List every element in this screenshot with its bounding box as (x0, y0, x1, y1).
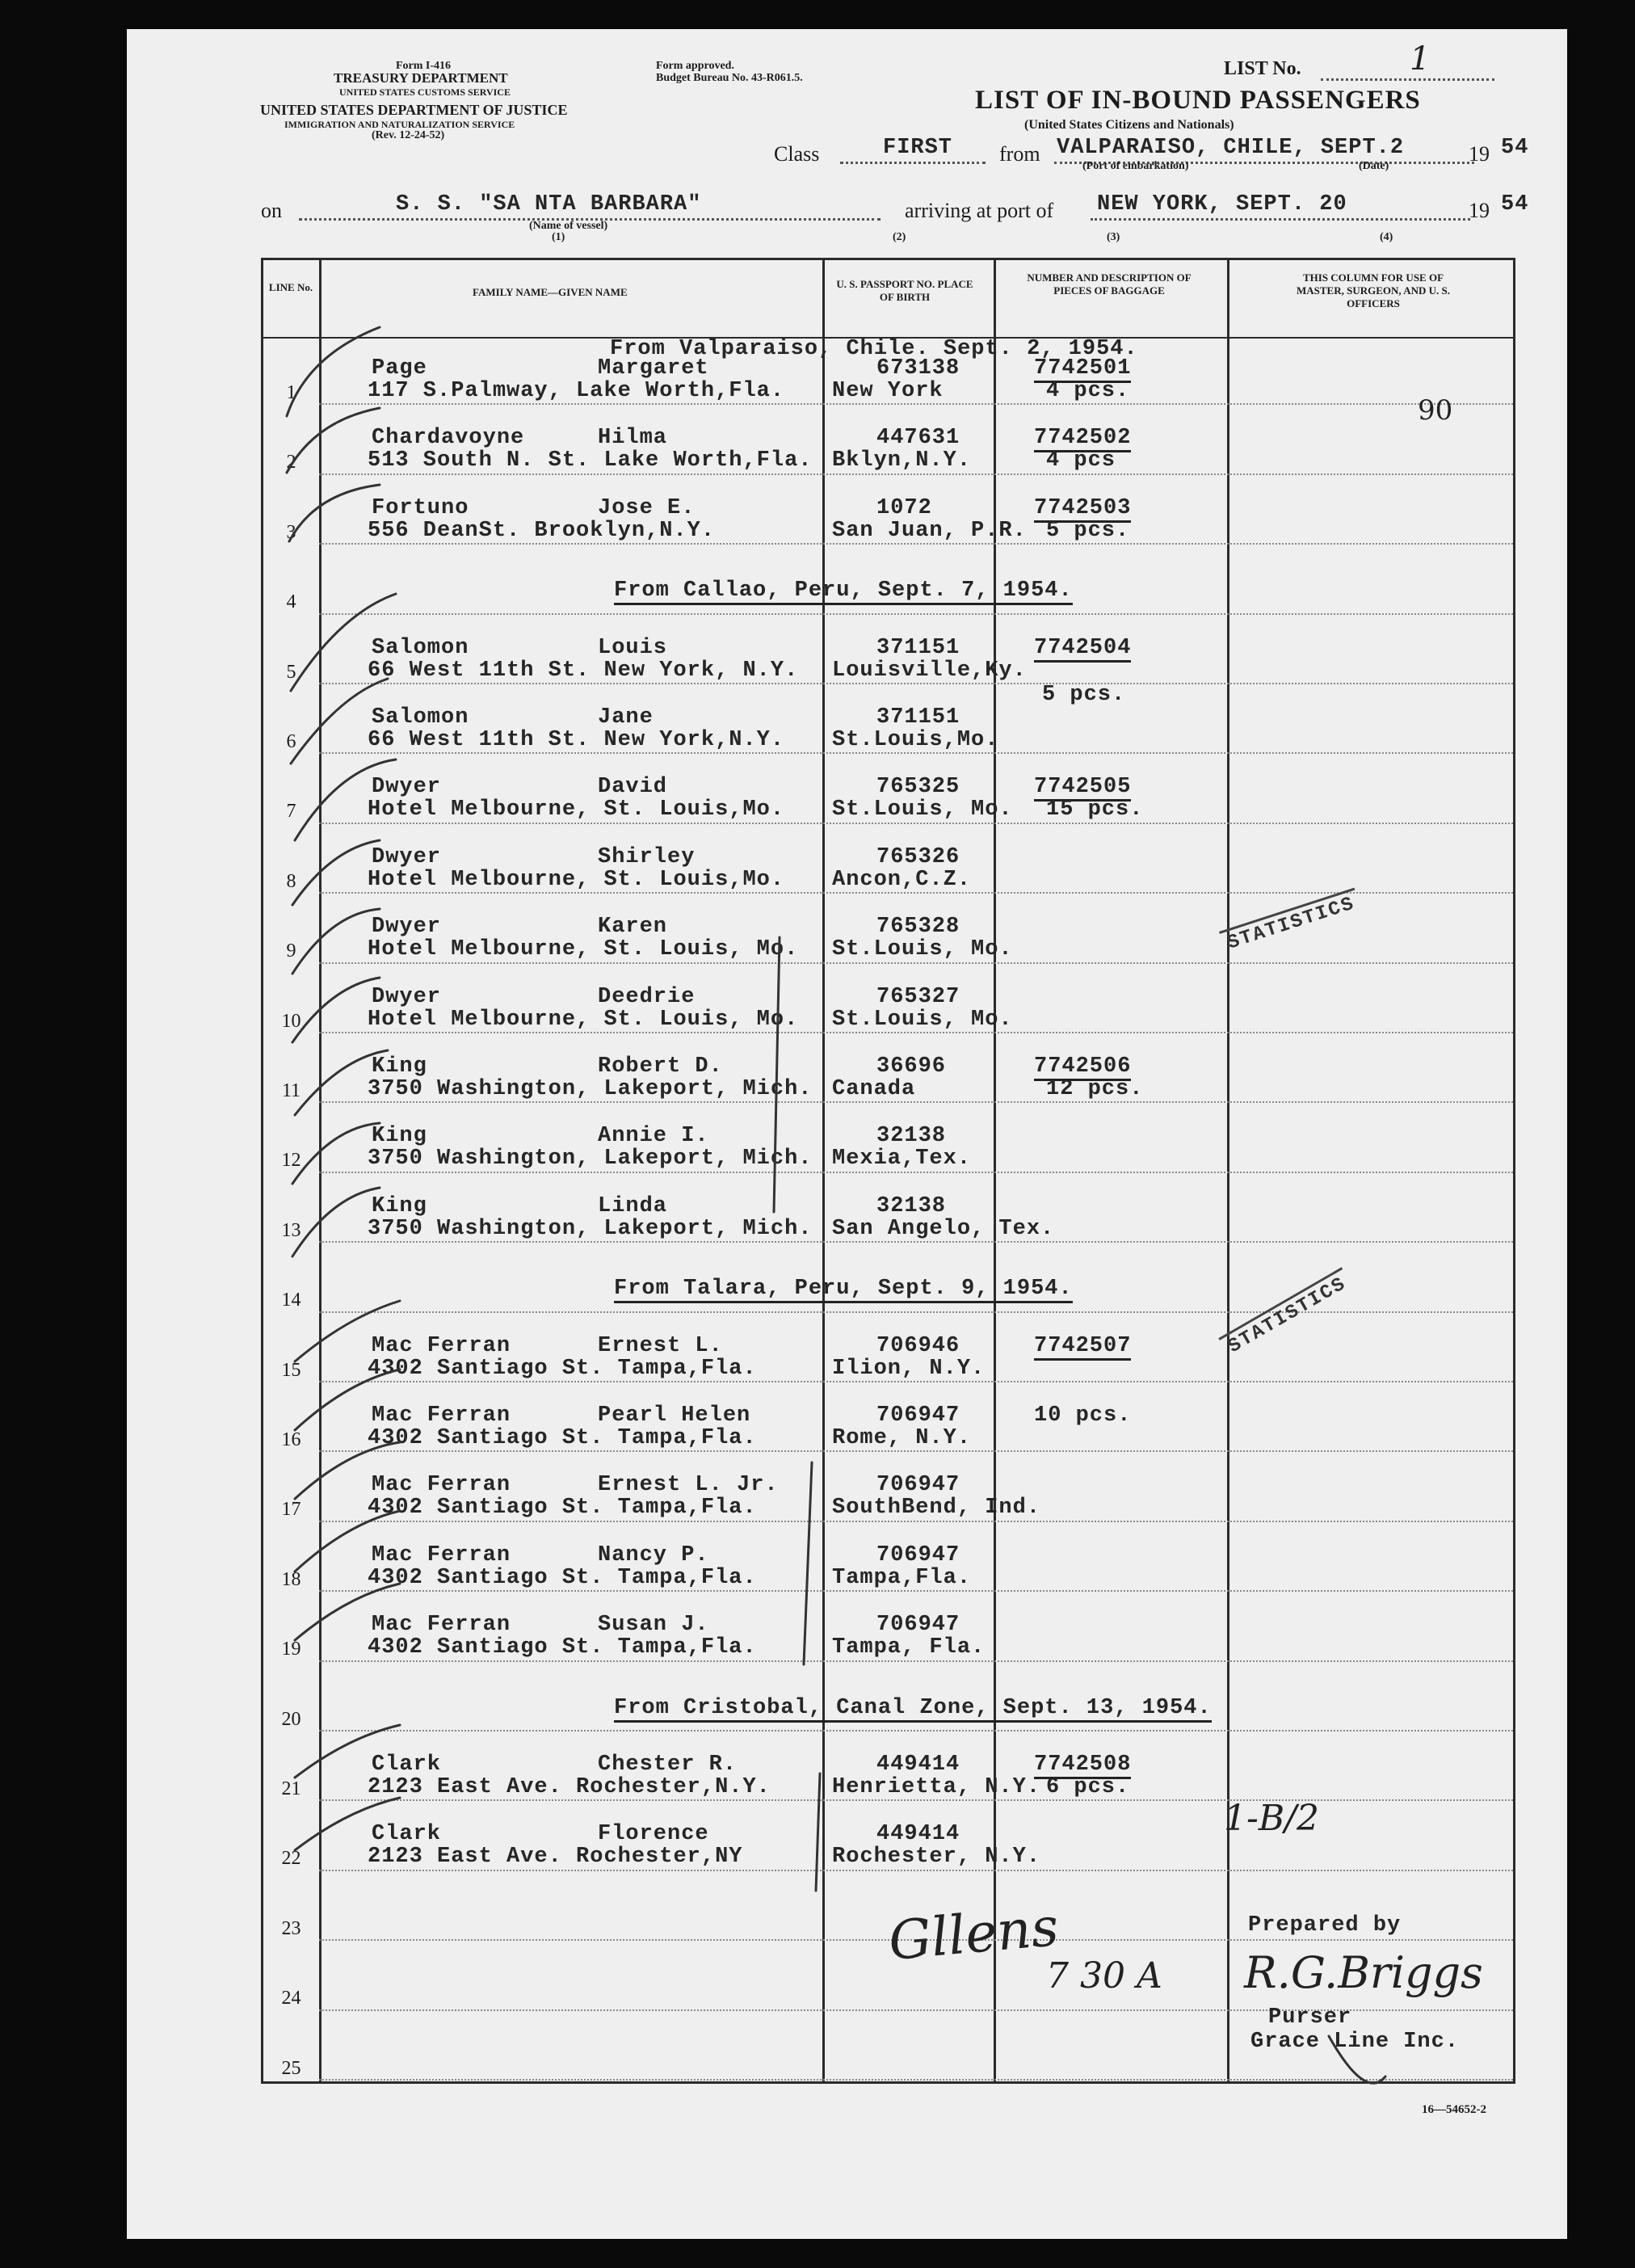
given-name: Annie I. (598, 1124, 709, 1149)
officer-signature: Gllens (886, 1895, 1061, 1973)
place-of-birth: St.Louis, Mo. (832, 937, 1013, 962)
section-heading: From Callao, Peru, Sept. 7, 1954. (614, 579, 1073, 605)
given-name: David (598, 775, 668, 800)
baggage-tag: 7742502 (1034, 426, 1131, 452)
line-number: 16 (281, 1429, 301, 1450)
line-number: 19 (281, 1639, 301, 1660)
passport-number: 449414 (876, 1753, 960, 1777)
section-heading: From Talara, Peru, Sept. 9, 1954. (614, 1277, 1073, 1303)
col-line-no: LINE No. (268, 281, 313, 293)
place-of-birth: Canada (832, 1077, 916, 1101)
passport-number: 1072 (876, 495, 932, 520)
place-of-birth: Rome, N.Y. (832, 1426, 972, 1450)
address: 66 West 11th St. New York,N.Y. (368, 728, 785, 752)
address: 3750 Washington, Lakeport, Mich. (368, 1216, 813, 1241)
list-subtitle: (United States Citizens and Nationals) (1024, 118, 1234, 132)
family-name: King (372, 1124, 427, 1149)
place-of-birth: Rochester, N.Y. (832, 1845, 1041, 1870)
line-number: 17 (281, 1499, 301, 1521)
col-baggage: NUMBER AND DESCRIPTION OF PIECES OF BAGGAGE (1027, 271, 1192, 297)
form-id: Form I-416 (396, 60, 452, 72)
justice-dept: UNITED STATES DEPARTMENT OF JUSTICE (260, 102, 568, 118)
arriving-value: NEW YORK, SEPT. 20 (1097, 192, 1347, 217)
family-name: Mac Ferran (372, 1613, 511, 1638)
place-of-birth: St.Louis, Mo. (832, 1007, 1013, 1032)
officer-mark: 90 (1418, 394, 1453, 427)
family-name: Page (372, 356, 427, 381)
place-of-birth: St.Louis, Mo. (832, 797, 1013, 823)
baggage-tag: 7742501 (1034, 356, 1131, 383)
address: 2123 East Ave. Rochester,NY (368, 1845, 743, 1870)
from-year: 54 (1501, 136, 1529, 160)
family-name: Mac Ferran (372, 1403, 511, 1428)
section-heading: From Cristobal, Canal Zone, Sept. 13, 1954. (614, 1696, 1212, 1723)
budget-bureau: Budget Bureau No. 43-R061.5. (656, 72, 803, 84)
family-name: Mac Ferran (372, 1333, 511, 1358)
passport-number: 765326 (876, 844, 960, 869)
from-value: VALPARAISO, CHILE, SEPT.2 (1057, 136, 1405, 160)
address: 4302 Santiago St. Tampa,Fla. (368, 1565, 757, 1590)
treasury-dept: TREASURY DEPARTMENT (334, 70, 508, 86)
line-number: 22 (281, 1848, 301, 1870)
family-name: Dwyer (372, 844, 442, 869)
place-of-birth: New York (832, 379, 944, 403)
given-name: Shirley (598, 844, 696, 869)
passport-number: 32138 (876, 1124, 947, 1149)
date-caption: (Date) (1359, 160, 1389, 172)
company-name: Grace Line Inc. (1250, 2030, 1460, 2054)
family-name: Salomon (372, 635, 469, 660)
given-name: Karen (598, 915, 668, 940)
list-no-value: 1 (1410, 40, 1431, 78)
place-of-birth: Henrietta, N.Y. (832, 1775, 1041, 1799)
place-of-birth: Ancon,C.Z. (832, 867, 972, 892)
baggage-pieces: 5 pcs. (1042, 683, 1126, 707)
family-name: Clark (372, 1822, 442, 1847)
address: 2123 East Ave. Rochester,N.Y. (368, 1775, 771, 1799)
line-number: 25 (281, 2057, 301, 2079)
passport-number: 32138 (876, 1193, 947, 1218)
line-number: 21 (281, 1778, 301, 1799)
passport-number: 765328 (876, 915, 960, 940)
place-of-birth: Ilion, N.Y. (832, 1356, 986, 1381)
given-name: Ernest L. Jr. (598, 1473, 779, 1498)
line-number: 2 (286, 452, 296, 473)
from-label: from (999, 142, 1040, 166)
passport-number: 449414 (876, 1822, 960, 1847)
address: 513 South N. St. Lake Worth,Fla. (368, 448, 813, 473)
line-number: 3 (286, 521, 296, 543)
baggage-tag: 7742504 (1034, 636, 1131, 663)
line-number: 9 (286, 940, 296, 962)
baggage-tag: 7742505 (1034, 775, 1131, 802)
col-officers: THIS COLUMN FOR USE OF MASTER, SURGEON, AND U. S. OFFICERS (1297, 271, 1450, 309)
vessel-name: S. S. "SA NTA BARBARA" (396, 192, 702, 217)
caption-1: (1) (552, 231, 565, 243)
baggage-tag: 7742503 (1034, 496, 1131, 523)
line-number: 13 (281, 1219, 301, 1241)
address: 3750 Washington, Lakeport, Mich. (368, 1077, 813, 1101)
passport-number: 371151 (876, 635, 960, 660)
line-number: 7 (286, 801, 296, 823)
address: 556 DeanSt. Brooklyn,N.Y. (368, 518, 716, 543)
line-number: 10 (281, 1010, 301, 1032)
baggage-pieces: 15 pcs. (1046, 797, 1144, 823)
passport-number: 706947 (876, 1613, 960, 1638)
line-number: 5 (286, 661, 296, 683)
time-mark: 7 30 A (1046, 1955, 1162, 1997)
passport-number: 706946 (876, 1333, 960, 1358)
form-approved: Form approved. (656, 60, 734, 72)
col-passport: U. S. PASSPORT NO. PLACE OF BIRTH (836, 278, 973, 303)
address: 66 West 11th St. New York, N.Y. (368, 658, 799, 683)
class-value: FIRST (883, 136, 953, 160)
line-number: 20 (281, 1708, 301, 1730)
line-number: 23 (281, 1917, 301, 1939)
family-name: Dwyer (372, 915, 442, 940)
line-number: 1 (286, 382, 296, 403)
baggage-pieces: 4 pcs. (1046, 379, 1130, 403)
address: 4302 Santiago St. Tampa,Fla. (368, 1426, 757, 1450)
statistics-stamp: STATISTICS (1219, 888, 1363, 958)
place-of-birth: Mexia,Tex. (832, 1147, 972, 1172)
line-number: 14 (281, 1290, 301, 1311)
given-name: Deedrie (598, 984, 696, 1009)
col-name: FAMILY NAME—GIVEN NAME (473, 286, 628, 298)
address: Hotel Melbourne, St. Louis,Mo. (368, 797, 785, 823)
arriving-year-prefix: 19 (1469, 199, 1490, 222)
baggage-pieces: 4 pcs (1046, 448, 1116, 473)
given-name: Florence (598, 1822, 709, 1847)
fraction-mark: 1-B/2 (1224, 1798, 1320, 1839)
line-number: 24 (281, 1988, 301, 2009)
arriving-year: 54 (1501, 192, 1529, 217)
baggage-pieces: 6 pcs. (1046, 1775, 1130, 1799)
given-name: Robert D. (598, 1054, 723, 1079)
list-no-label: LIST No. (1224, 58, 1301, 79)
on-label: on (261, 199, 282, 222)
given-name: Pearl Helen (598, 1403, 751, 1428)
caption-3: (3) (1107, 231, 1120, 243)
from-year-prefix: 19 (1469, 142, 1490, 166)
line-number: 15 (281, 1359, 301, 1381)
given-name: Susan J. (598, 1613, 709, 1638)
given-name: Hilma (598, 426, 668, 451)
given-name: Ernest L. (598, 1333, 723, 1358)
address: 4302 Santiago St. Tampa,Fla. (368, 1635, 757, 1660)
line-number: 6 (286, 731, 296, 752)
passport-number: 706947 (876, 1403, 960, 1428)
place-of-birth: Louisville,Ky. (832, 658, 1027, 683)
arriving-label: arriving at port of (905, 199, 1054, 222)
address: 4302 Santiago St. Tampa,Fla. (368, 1356, 757, 1381)
purser-signature: R.G.Briggs (1244, 1947, 1483, 1998)
ins-service: IMMIGRATION AND NATURALIZATION SERVICE (284, 119, 515, 130)
place-of-birth: San Juan, P.R. (832, 518, 1027, 543)
place-of-birth: San Angelo, Tex. (832, 1216, 1055, 1241)
baggage-tag: 7742507 (1034, 1334, 1131, 1361)
purser-label: Purser (1268, 2005, 1352, 2030)
place-of-birth: Tampa, Fla. (832, 1635, 986, 1660)
given-name: Margaret (598, 356, 709, 381)
passport-number: 765325 (876, 775, 960, 800)
place-of-birth: St.Louis,Mo. (832, 728, 999, 752)
print-code: 16—54652-2 (1422, 2103, 1486, 2116)
line-number: 11 (281, 1080, 301, 1101)
given-name: Chester R. (598, 1753, 738, 1777)
address: Hotel Melbourne, St. Louis, Mo. (368, 937, 799, 962)
given-name: Louis (598, 635, 668, 660)
family-name: King (372, 1193, 427, 1218)
address: Hotel Melbourne, St. Louis,Mo. (368, 867, 785, 892)
baggage-tag: 7742506 (1034, 1054, 1131, 1081)
line-number: 12 (281, 1150, 301, 1172)
caption-4: (4) (1380, 231, 1393, 243)
statistics-stamp: STATISTICS (1218, 1267, 1355, 1361)
list-title: LIST OF IN-BOUND PASSENGERS (975, 86, 1421, 115)
family-name: Dwyer (372, 984, 442, 1009)
address: 4302 Santiago St. Tampa,Fla. (368, 1496, 757, 1521)
prepared-by: Prepared by (1248, 1913, 1402, 1938)
port-embark-caption: (Port of embarkation) (1082, 160, 1189, 172)
baggage-pieces: 5 pcs. (1046, 518, 1130, 543)
given-name: Linda (598, 1193, 668, 1218)
family-name: Dwyer (372, 775, 442, 800)
revision: (Rev. 12-24-52) (372, 129, 445, 141)
family-name: Clark (372, 1753, 442, 1777)
place-of-birth: Bklyn,N.Y. (832, 448, 972, 473)
line-number: 8 (286, 870, 296, 892)
family-name: Chardavoyne (372, 426, 525, 451)
section-heading: From Valparaiso, Chile. Sept. 2, 1954. (610, 337, 1138, 361)
family-name: Mac Ferran (372, 1542, 511, 1567)
vessel-caption: (Name of vessel) (529, 220, 608, 232)
baggage-tag: 7742508 (1034, 1753, 1131, 1779)
address: Hotel Melbourne, St. Louis, Mo. (368, 1007, 799, 1032)
family-name: Fortuno (372, 495, 469, 520)
baggage-pieces: 12 pcs. (1046, 1077, 1144, 1101)
passport-number: 706947 (876, 1473, 960, 1498)
passport-number: 36696 (876, 1054, 947, 1079)
passport-number: 371151 (876, 705, 960, 730)
line-number: 18 (281, 1568, 301, 1590)
baggage-tag: 10 pcs. (1034, 1403, 1132, 1428)
given-name: Jose E. (598, 495, 696, 520)
place-of-birth: Tampa,Fla. (832, 1565, 972, 1590)
given-name: Nancy P. (598, 1542, 709, 1567)
line-number: 4 (286, 591, 296, 613)
class-label: Class (774, 142, 820, 166)
given-name: Jane (598, 705, 654, 730)
family-name: Salomon (372, 705, 469, 730)
family-name: King (372, 1054, 427, 1079)
caption-2: (2) (893, 231, 906, 243)
address: 3750 Washington, Lakeport, Mich. (368, 1147, 813, 1172)
address: 117 S.Palmway, Lake Worth,Fla. (368, 379, 785, 403)
place-of-birth: SouthBend, Ind. (832, 1496, 1041, 1521)
passport-number: 765327 (876, 984, 960, 1009)
customs-service: UNITED STATES CUSTOMS SERVICE (339, 86, 511, 98)
passport-number: 673138 (876, 356, 960, 381)
passport-number: 447631 (876, 426, 960, 451)
family-name: Mac Ferran (372, 1473, 511, 1498)
passport-number: 706947 (876, 1542, 960, 1567)
